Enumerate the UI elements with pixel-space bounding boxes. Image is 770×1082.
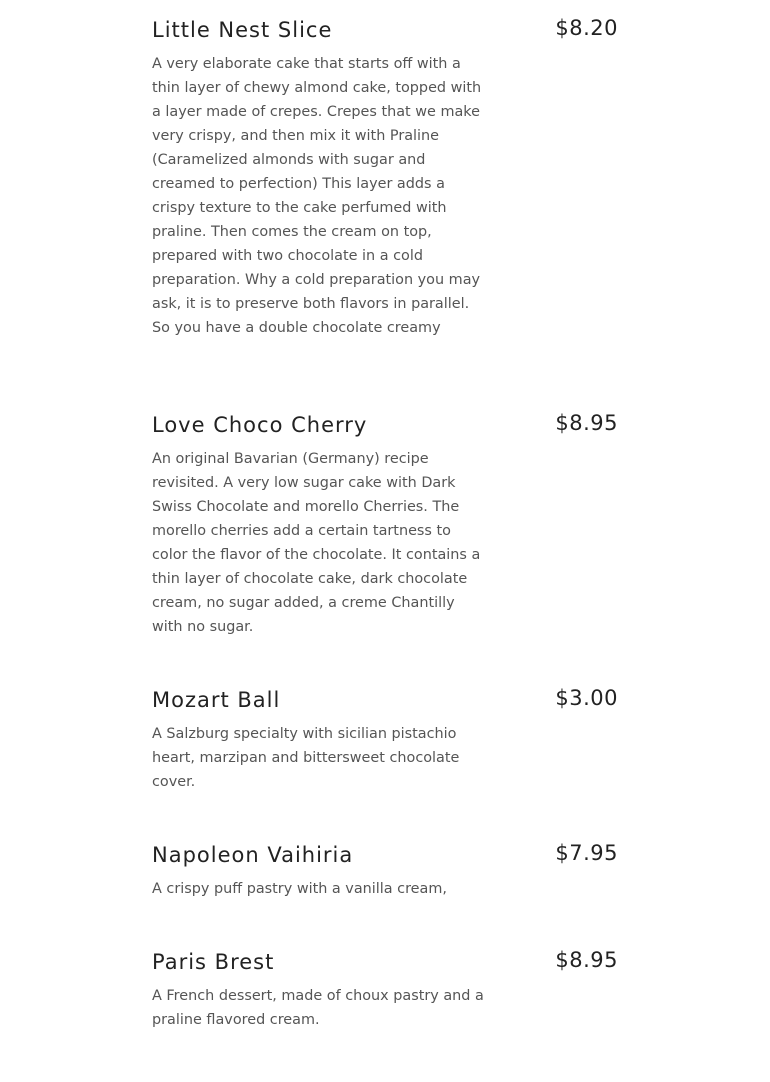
menu-item (152, 932, 618, 1032)
menu-item-price: $3.00 (555, 686, 618, 710)
menu-item-name: Paris Brest (152, 950, 275, 974)
menu-item-description: An original Bavarian (Germany) recipe revisited. A very low sugar cake with Dark Swiss Chocolate and morello Cherries. The morello cherries add a certain tartness to color the flavor of the chocolate. It contains a thin layer of chocolate cake, dark chocolate cream, no sugar added, a creme Chantilly with no sugar. (152, 451, 481, 635)
menu-item-name: Mozart Ball (152, 688, 281, 712)
menu-item (152, 0, 618, 340)
menu-item (152, 825, 618, 901)
menu-item-name: Love Choco Cherry (152, 413, 368, 437)
menu-item-description: A crispy puff pastry with a vanilla cream, (152, 881, 447, 897)
menu-item-description: A French dessert, made of choux pastry and a praline flavored cream. (152, 988, 484, 1028)
menu-item-price: $8.95 (555, 411, 618, 435)
menu-item-description: A Salzburg specialty with sicilian pistachio heart, marzipan and bittersweet chocolate cover. (152, 726, 460, 790)
menu-item-description: A very elaborate cake that starts off with a thin layer of chewy almond cake, topped with a layer made of crepes. Crepes that we make very crispy, and then mix it with Praline (Caramelized almonds with sugar and creamed to perfection) This layer adds a crispy texture to the cake perfumed with praline. Then comes the cream on top, prepared with two chocolate in a cold preparation. Why a cold preparation you may ask, it is to preserve both flavors in parallel. So you have a double chocolate creamy (152, 56, 482, 336)
menu-item-name: Little Nest Slice (152, 18, 333, 42)
menu-item-name: Napoleon Vaihiria (152, 843, 354, 867)
menu-item-price: $7.95 (555, 841, 618, 865)
menu-item-price: $8.95 (555, 948, 618, 972)
menu-item-price: $8.20 (555, 16, 618, 40)
menu-item (152, 395, 618, 639)
menu-item (152, 670, 618, 794)
